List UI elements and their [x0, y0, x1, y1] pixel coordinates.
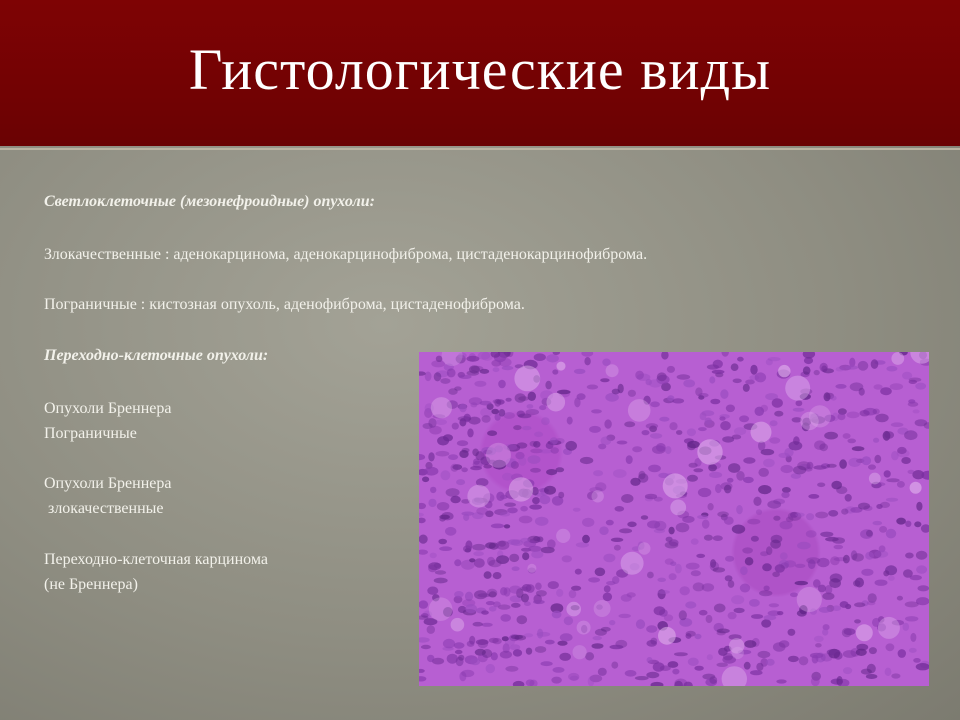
borderline-types-text: Пограничные : кистозная опухоль, аденофиброма, цистаденофиброма.	[44, 296, 525, 313]
malignant-text: злокачественные	[44, 500, 164, 517]
malignant-types-text: Злокачественные : аденокарцинома, аденокарцинофиброма, цистаденокарцинофиброма.	[44, 246, 648, 263]
title-divider	[0, 148, 960, 150]
section-heading-clear-cell: Светлоклеточные (мезонефроидные) опухоли:	[44, 193, 375, 210]
section-heading-transitional-cell: Переходно-клеточные опухоли:	[44, 347, 269, 364]
brenner-tumors-text-1: Опухоли Бреннера	[44, 400, 172, 417]
histology-micrograph-image	[419, 352, 929, 686]
micrograph-texture	[419, 352, 929, 686]
slide-title: Гистологические виды	[188, 37, 772, 102]
transitional-carcinoma-text: Переходно-клеточная карцинома	[44, 551, 268, 568]
non-brenner-text: (не Бреннера)	[44, 576, 138, 593]
borderline-text: Пограничные	[44, 425, 137, 442]
brenner-tumors-text-2: Опухоли Бреннера	[44, 475, 172, 492]
